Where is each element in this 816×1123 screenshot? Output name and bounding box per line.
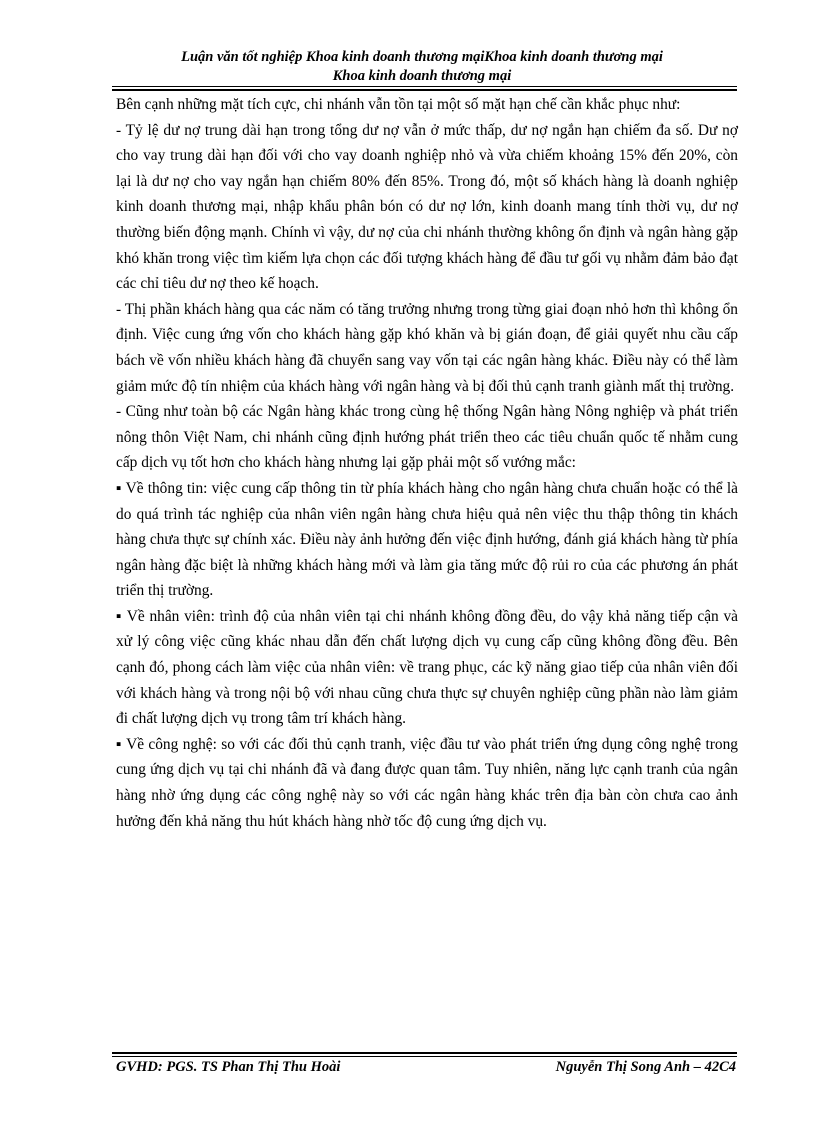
header-line-1: Luận văn tốt nghiệp Khoa kinh doanh thương mạiKhoa kinh doanh thương mại <box>181 49 663 65</box>
intro-paragraph: Bên cạnh những mặt tích cực, chi nhánh vẫn tồn tại một số mặt hạn chế cần khắc phục như: <box>116 96 681 113</box>
dash-item-standards: - Cũng như toàn bộ các Ngân hàng khác trong cùng hệ thống Ngân hàng Nông nghiệp và phát triển nông thôn Việt Nam, chi nhánh cũng định hướng phát triển theo các tiêu chuẩn quốc tế nhằm cung cấp dịch vụ tốt hơn cho khách hàng nhưng lại gặp phải một số vướng mắc: <box>116 403 738 472</box>
dash-item-market-share: - Thị phần khách hàng qua các năm có tăng trưởng nhưng trong từng giai đoạn nhỏ hơn thì không ổn định. Việc cung ứng vốn cho khách hàng gặp khó khăn và bị gián đoạn, để giải quyết nhu cầu cấp bách về vốn nhiều khách hàng đã chuyển sang vay vốn tại các ngân hàng khác. Điều này có thể làm giảm mức độ tín nhiệm của khách hàng với ngân hàng và bị đối thủ cạnh tranh giành mất thị trường. <box>116 300 738 395</box>
document-body <box>116 92 738 834</box>
header-line-2: Khoa kinh doanh thương mại <box>332 68 512 84</box>
bullet-item-technology: ▪ Về công nghệ: so với các đối thủ cạnh tranh, việc đầu tư vào phát triển ứng dụng công nghệ trong cung ứng dịch vụ tại chi nhánh đã và đang được quan tâm. Tuy nhiên, năng lực cạnh tranh của ngân hàng nhờ ứng dụng các công nghệ này so với các ngân hàng khác trên địa bàn còn chưa cao ảnh hưởng đến khả năng thu hút khách hàng nhờ tốc độ cung ứng dịch vụ. <box>116 735 738 830</box>
page-header <box>112 48 732 86</box>
header-divider <box>112 86 737 87</box>
bullet-item-staff: ▪ Về nhân viên: trình độ của nhân viên tại chi nhánh không đồng đều, do vậy khả năng tiếp cận và xử lý công việc cũng khác nhau dẫn đến chất lượng dịch vụ cung cấp cũng không đồng đều. Bên cạnh đó, phong cách làm việc của nhân viên: về trang phục, các kỹ năng giao tiếp của nhân viên đối với khách hàng và trong nội bộ với nhau cũng chưa thực sự chuyên nghiệp cũng phần nào làm giảm đi chất lượng dịch vụ trong tâm trí khách hàng. <box>116 607 738 728</box>
footer-divider-thick <box>112 1052 737 1054</box>
footer-advisor: GVHD: PGS. TS Phan Thị Thu Hoài <box>116 1059 341 1075</box>
header-divider-thick <box>112 89 737 91</box>
footer-divider <box>112 1056 737 1057</box>
bullet-item-information: ▪ Về thông tin: việc cung cấp thông tin từ phía khách hàng cho ngân hàng chưa chuẩn hoặc có thể là do quá trình tác nghiệp của nhân viên ngân hàng chưa hiệu quả nên việc thu thập thông tin khách hàng chưa thực sự chính xác. Điều này ảnh hưởng đến việc định hướng, đánh giá khách hàng từ phía ngân hàng đặc biệt là những khách hàng mới và làm gia tăng mức độ rủi ro của các phương án phát triển thị trường. <box>116 479 738 600</box>
dash-item-loan-ratio: - Tỷ lệ dư nợ trung dài hạn trong tổng dư nợ vẫn ở mức thấp, dư nợ ngắn hạn chiếm đa số. Dư nợ cho vay trung dài hạn đối với cho vay doanh nghiệp nhỏ và vừa chiếm khoảng 15% đến 20%, còn lại là dư nợ cho vay ngắn hạn chiếm 80% đến 85%. Trong đó, một số khách hàng là doanh nghiệp kinh doanh thương mại, nhập khẩu phân bón có dư nợ lớn, kinh doanh mang tính thời vụ, dư nợ thường biến động mạnh. Chính vì vậy, dư nợ của chi nhánh thường không ổn định và ngân hàng gặp khó khăn trong việc tìm kiếm lựa chọn các đối tượng khách hàng để đầu tư gối vụ nhằm đảm bảo đạt các chỉ tiêu dư nợ theo kế hoạch. <box>116 121 738 293</box>
footer-author: Nguyễn Thị Song Anh – 42C4 <box>555 1059 736 1075</box>
